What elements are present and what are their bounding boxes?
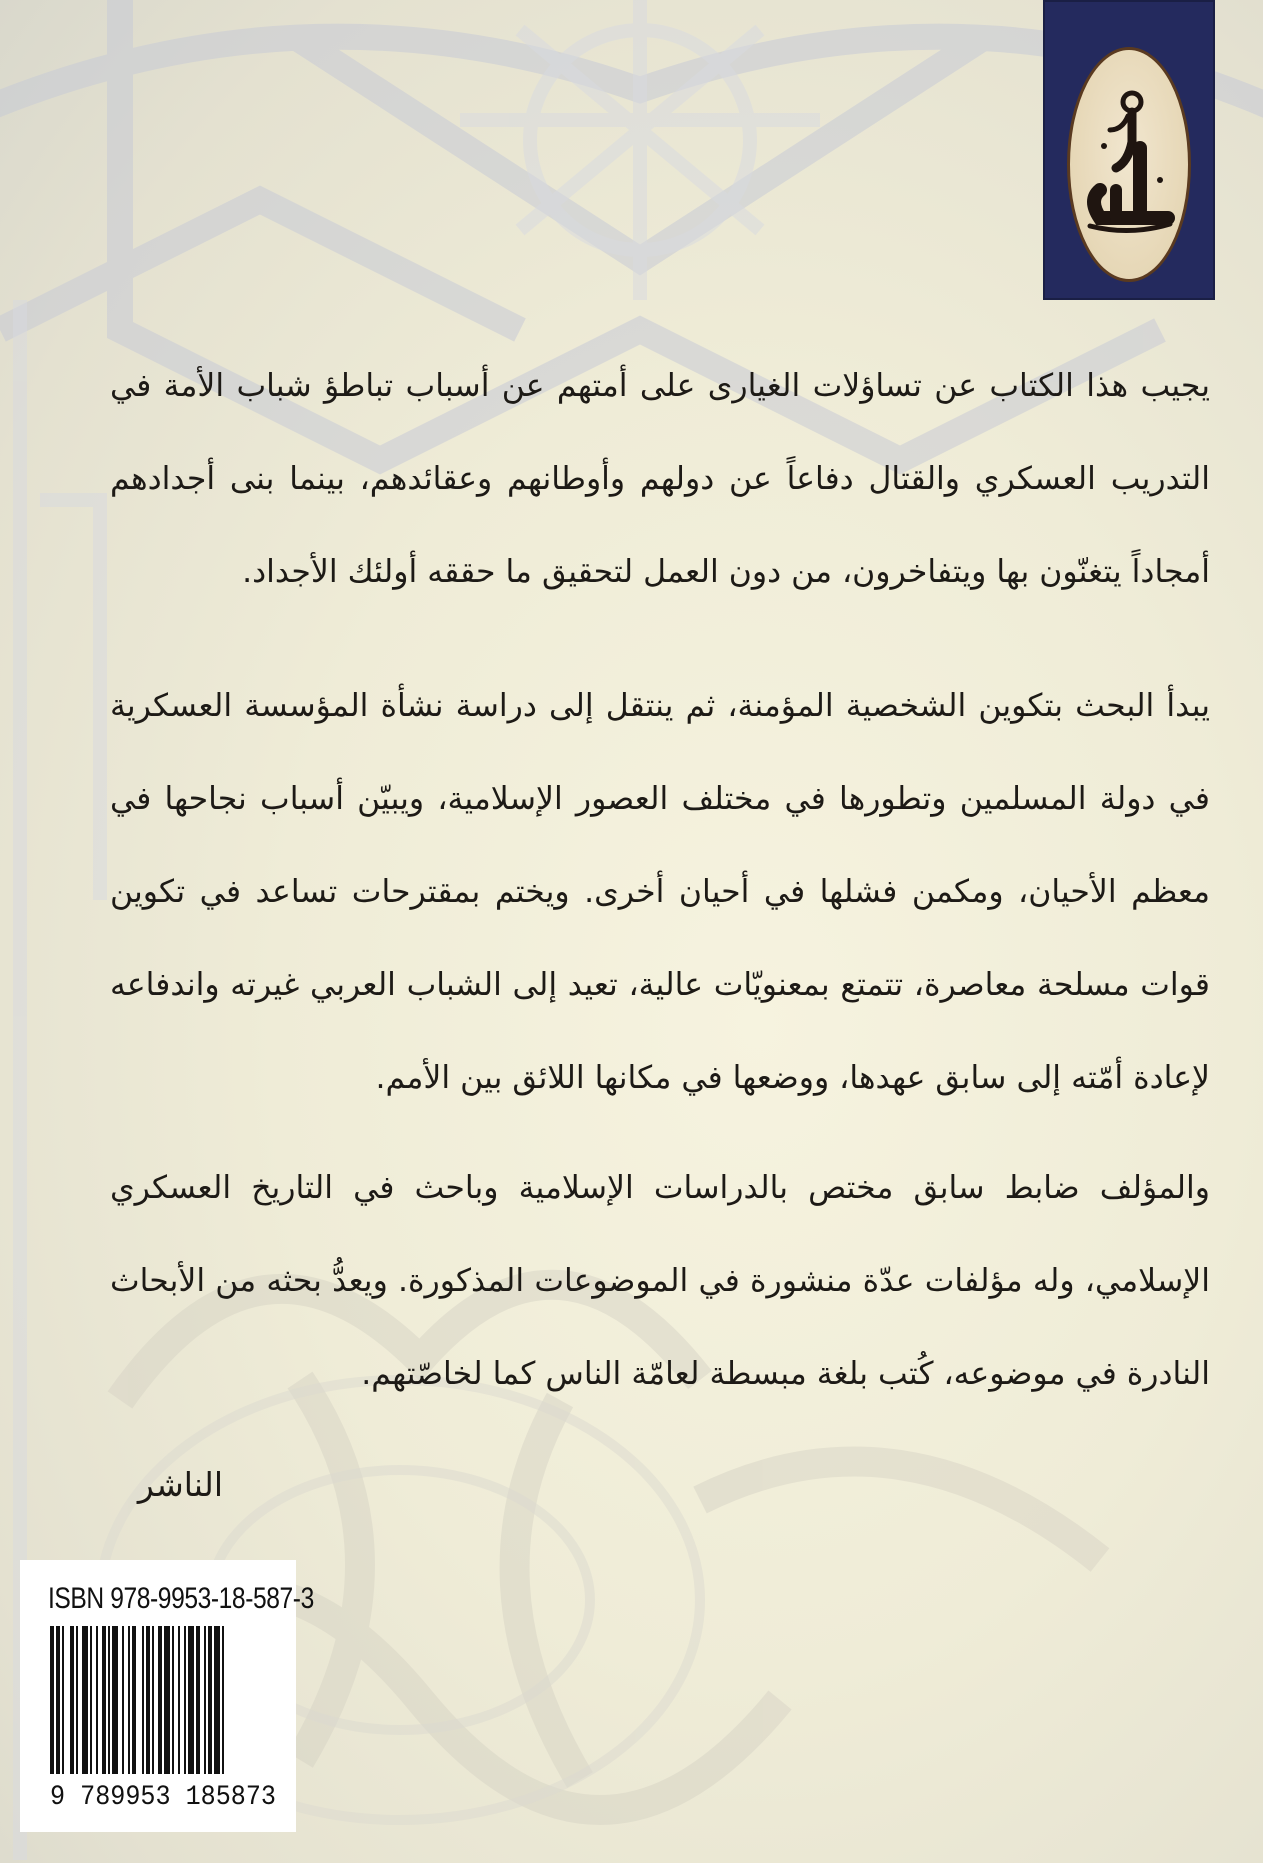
isbn-barcode-panel <box>20 1560 314 1832</box>
author-paragraph: والمؤلف ضابط سابق مختص بالدراسات الإسلامية وباحث في التاريخ العسكري الإسلامي، وله مؤلفات عدّة منشورة في الموضوعات المذكورة. ويعدُّ بحثه من الأبحاث النادرة في موضوعه، كُتب بلغة مبسطة لعامّة الناس كما لخاصّتهم. <box>110 1170 1210 1392</box>
barcode-digits: 9 789953 185873 <box>50 1782 276 1813</box>
description-paragraph-1: يجيب هذا الكتاب عن تساؤلات الغيارى على أمتهم عن أسباب تباطؤ شباب الأمة في التدريب العسكري والقتال دفاعاً عن دولهم وأوطانهم وعقائدهم، بينما بنى أجدادهم أمجاداً يتغنّون بها ويتفاخرون، من دون العمل لتحقيق ما حققه أولئك الأجداد. <box>110 368 1210 590</box>
publisher-logo-icon <box>1067 47 1191 282</box>
description-paragraph-2: يبدأ البحث بتكوين الشخصية المؤمنة، ثم ينتقل إلى دراسة نشأة المؤسسة العسكرية في دولة المسلمين وتطورها في مختلف العصور الإسلامية، ويبيّن أسباب نجاحها في معظم الأحيان، ومكمن فشلها في أحيان أخرى. ويختم بمقترحات تساعد في تكوين قوات مسلحة معاصرة، تتمتع بمعنويّات عالية، تعيد إلى الشباب العربي غيرته واندفاعه لإعادة أمّته إلى سابق عهدها، ووضعها في مكانها اللائق بين الأمم. <box>110 688 1210 1096</box>
isbn-label: ISBN 978-9953-18-587-3 <box>48 1582 314 1615</box>
barcode-icon <box>20 1560 314 1832</box>
publisher-signature: الناشر <box>137 1465 223 1504</box>
publisher-logo-panel <box>1043 0 1215 300</box>
